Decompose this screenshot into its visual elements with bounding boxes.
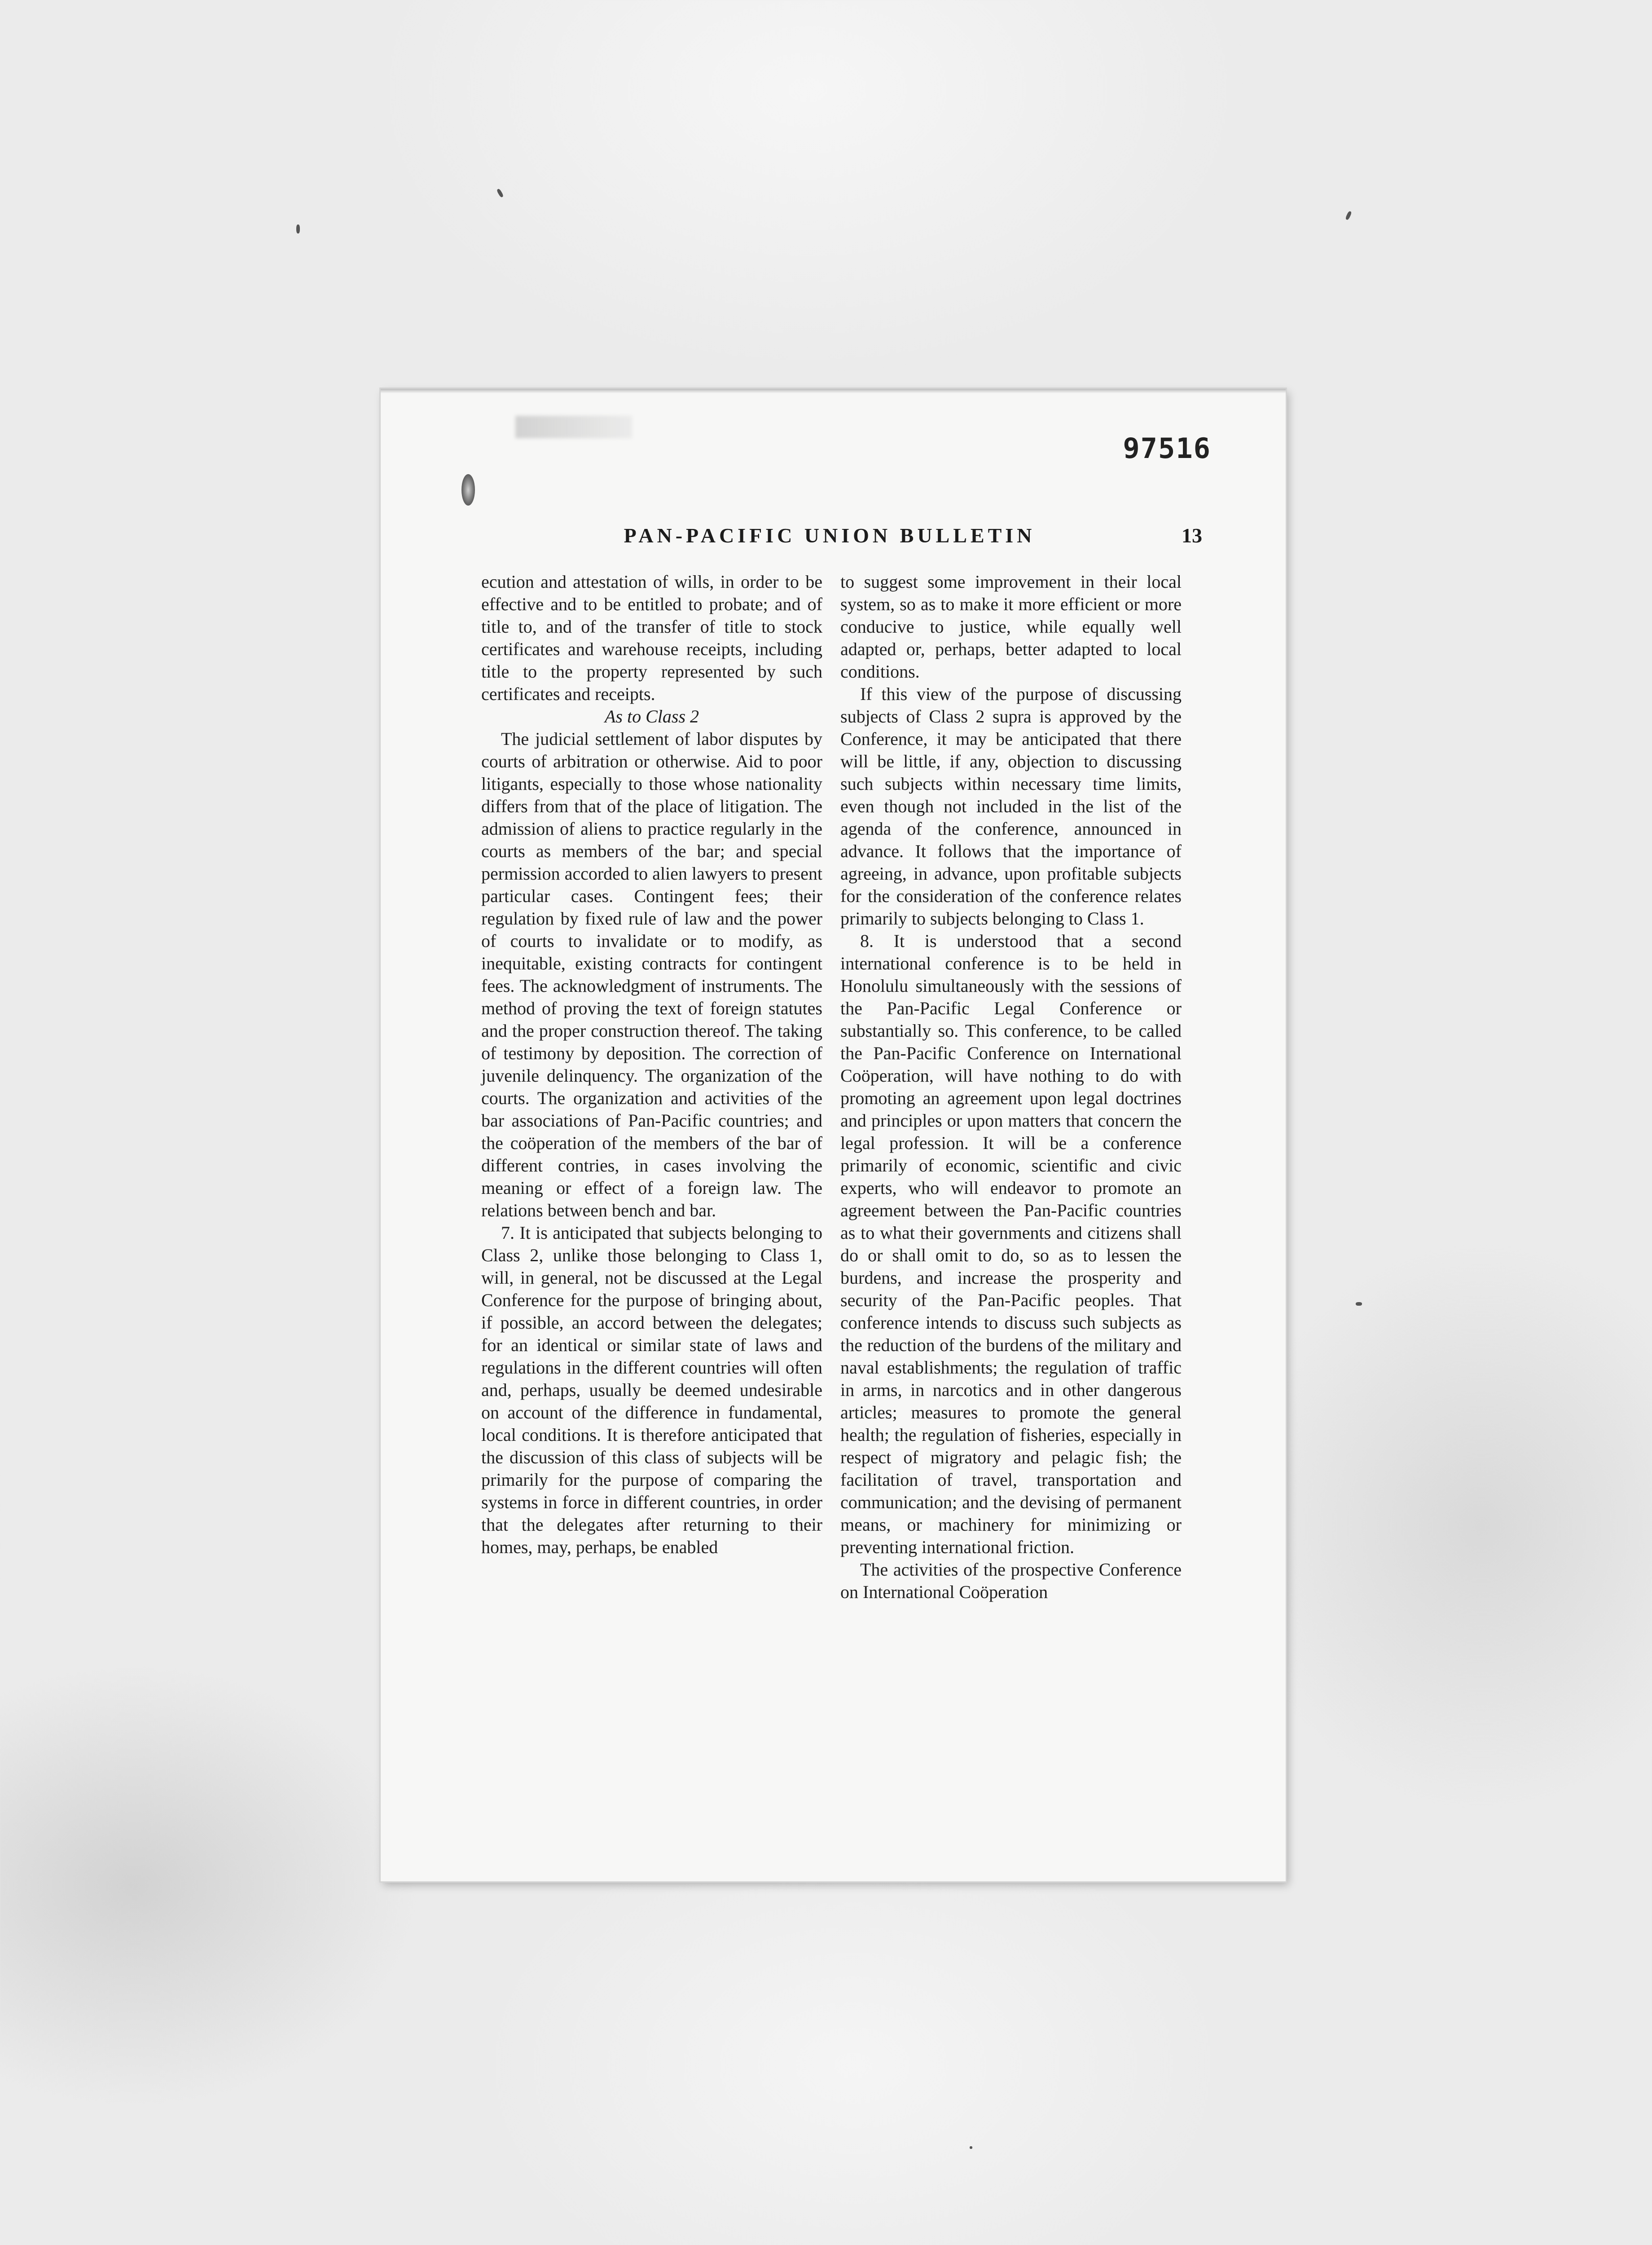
document-page — [381, 389, 1286, 1881]
left-column — [481, 571, 822, 1558]
page-number: 13 — [1182, 524, 1202, 547]
paragraph: If this view of the purpose of discussing subjects of Class 2 supra is approved by the Conference, it may be anticipated that there will be little, if any, objection to discussing such subjects within necessary time limits, even though not included in the list of the agenda of the conference, announced in advance. It follows that the importance of agreeing, in advance, upon profitable subjects for the consideration of the conference relates primarily to subjects belonging to Class 1. — [840, 684, 1182, 929]
paragraph: ecution and attestation of wills, in order to be effective and to be entitled to probate; and of title to, and of the transfer of title to stock certificates and warehouse receipts, including title to the property represented by such certificates and receipts. — [481, 572, 822, 704]
faded-stamp-mark — [515, 416, 632, 438]
dust-speck — [1345, 211, 1352, 220]
paragraph: The activities of the prospective Conference on International Coöperation — [840, 1559, 1182, 1602]
dust-speck — [1356, 1302, 1362, 1306]
hole-punch-mark — [461, 474, 475, 506]
document-stamp-number: 97516 — [1123, 432, 1211, 465]
dust-speck — [496, 188, 504, 198]
dust-speck — [296, 224, 300, 233]
paragraph: The judicial settlement of labor disputes by courts of arbitration or otherwise. Aid to poor litigants, especially to those whose nationality differs from that of the place of litigation. The admission of aliens to practice regularly in the courts as members of the bar; and special permission accorded to alien lawyers to present particular cases. Contingent fees; their regulation by fixed rule of law and the power of courts to invalidate or to modify, as inequitable, existing contracts for contingent fees. The acknowledgment of instruments. The method of proving the text of foreign statutes and the proper construction thereof. The taking of testimony by deposition. The correction of juvenile delinquency. The organization of the courts. The organization and activities of the bar associations of Pan-Pacific countries; and the coöperation of the members of the bar of different contries, in cases involving the meaning or effect of a foreign law. The relations between bench and bar. — [481, 729, 822, 1220]
dust-speck — [970, 2146, 972, 2149]
running-head: PAN-PACIFIC UNION BULLETIN — [624, 524, 1036, 547]
paragraph: to suggest some improvement in their local system, so as to make it more efficient or more conducive to justice, while equally well adapted or, perhaps, better adapted to local conditions. — [840, 572, 1182, 682]
paragraph: 8. It is understood that a second international conference is to be held in Honolulu simultaneously with the sessions of the Pan-Pacific Legal Conference or substantially so. This conference, to be called the Pan-Pacific Conference on International Coöperation, will have nothing to do with promoting an agreement upon legal doctrines and principles or upon matters that concern the legal profession. It will be a conference primarily of economic, scientific and civic experts, who will endeavor to promote an agreement between the Pan-Pacific countries as to what their governments and citizens shall do or shall omit to do, so as to lessen the burdens, and increase the prosperity and security of the Pan-Pacific peoples. That conference intends to discuss such subjects as the reduction of the burdens of the military and naval establishments; the regulation of traffic in arms, in narcotics and in other dangerous articles; measures to promote the general health; the regulation of fisheries, especially in respect of migratory and pelagic fish; the facilitation of travel, transportation and communication; and the devising of permanent means, or machinery for minimizing or preventing international friction. — [840, 931, 1182, 1557]
page-top-shadow — [381, 389, 1286, 393]
right-column — [840, 571, 1182, 1603]
section-subheading: As to Class 2 — [604, 706, 699, 726]
paragraph: 7. It is anticipated that subjects belonging to Class 2, unlike those belonging to Class 1, will, in general, not be discussed at the Legal Conference for the purpose of bringing about, if possible, an accord between the delegates; for an identical or similar state of laws and regulations in the different countries will often and, perhaps, usually be deemed undesirable on account of the difference in fundamental, local conditions. It is therefore anticipated that the discussion of this class of subjects will be primarily for the purpose of comparing the systems in force in different countries, in order that the delegates after returning to their homes, may, perhaps, be enabled — [481, 1223, 822, 1557]
